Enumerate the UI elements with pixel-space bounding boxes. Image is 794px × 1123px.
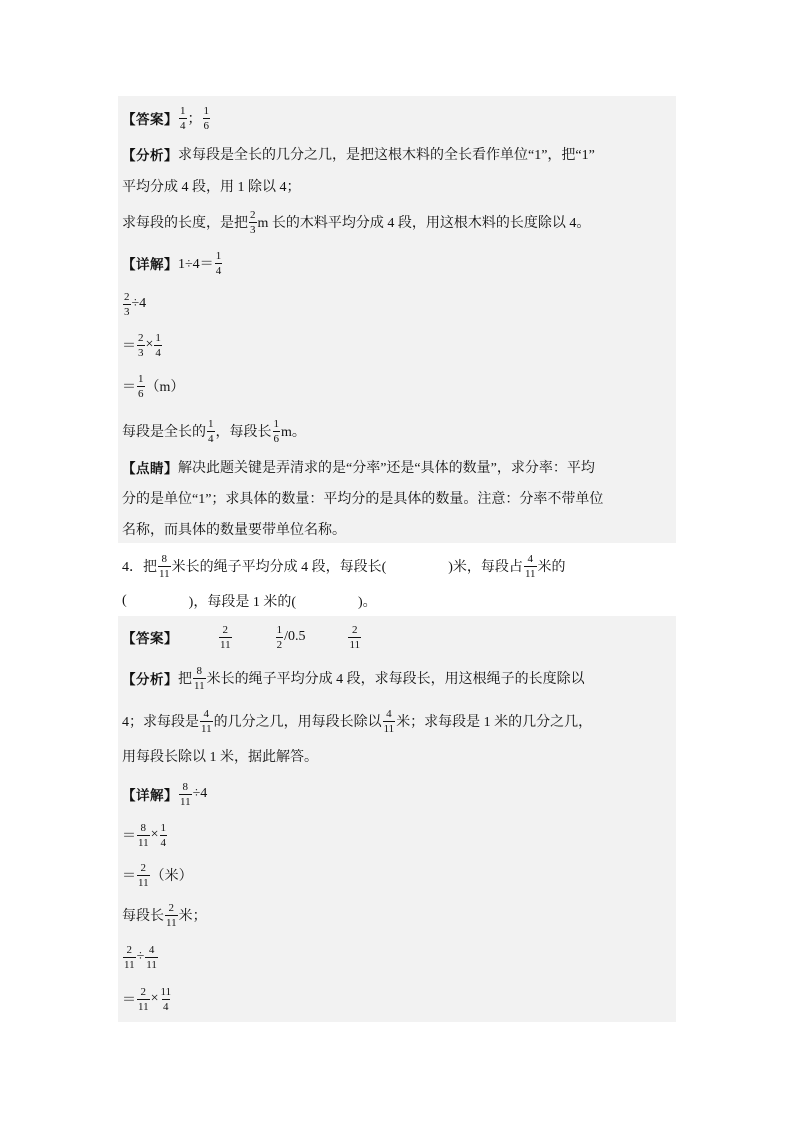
detail-line-1: 【详解】 1÷4＝ $\frac{1}{4}$ [122,249,222,277]
analysis-line-3: 求每段的长度，是把 $\frac{2}{3}$ m 长的木料平均分成 4 段，用这根木料的长度除以 4。 [122,208,591,236]
analysis-2-line-3: 用每段长除以 1 米，据此解答。 [122,750,318,765]
fraction: $\frac{2}{11}$ [138,985,149,1013]
fraction: $\frac{4}{11}$ [383,707,395,735]
detail-line-2: $\frac{2}{3}$ ÷4 [124,290,147,318]
fraction: $\frac{1}{4}$ [160,821,166,849]
fraction: $\frac{1}{4}$ [180,104,186,132]
fraction: $\frac{4}{11}$ [146,943,157,971]
analysis-2-line-2: 4；求每段是 $\frac{4}{11}$ 的几分之几，用每段长除以 $\frac{4}{11}$ 米；求每段是 1 米的几分之几， [122,707,593,735]
answer-line: 【答案】 $\frac{1}{4}$ ； $\frac{1}{6}$ [122,104,209,132]
analysis-2-line-1: 【分析】 把 $\frac{8}{11}$ 米长的绳子平均分成 4 段，求每段长，用这根绳子的长度除以 [122,664,585,692]
point-line-3: 名称，而具体的数量要带单位名称。 [122,523,346,538]
question-4-line-2: ( )，每段是 1 米的( )。 [122,593,377,610]
point-line-2: 分的是单位“1”；求具体的数量：平均分的是具体的数量。注意：分率不带单位 [122,492,604,507]
fraction: $\frac{2}{11}$ [138,861,149,889]
detail-tag: 【详解】 [122,788,178,804]
fraction: $\frac{2}{3}$ [138,331,144,359]
analysis-tag: 【分析】 [122,148,178,164]
analysis-line-2: 平均分成 4 段，用 1 除以 4； [122,180,301,195]
fraction: $\frac{4}{11}$ [524,552,536,580]
fraction: $\frac{1}{4}$ [208,417,214,445]
fraction: $\frac{11}{4}$ [160,985,172,1013]
fraction: $\frac{2}{11}$ [349,623,361,651]
fraction: $\frac{1}{6}$ [138,372,144,400]
fraction: $\frac{1}{2}$ [276,623,283,651]
detail-2-line-2: ＝ $\frac{8}{11}$ × $\frac{1}{4}$ [122,821,166,849]
fraction: $\frac{1}{6}$ [203,104,209,132]
fraction: $\frac{2}{11}$ [220,623,231,651]
fraction: $\frac{2}{3}$ [250,208,256,236]
detail-2-line-3: ＝ $\frac{2}{11}$ （米） [122,861,193,889]
fraction: $\frac{1}{6}$ [273,417,279,445]
point-line-1: 【点睛】 解决此题关键是弄清求的是“分率”还是“具体的数量”，求分率：平均 [0,452,794,482]
detail-tag: 【详解】 [122,257,178,273]
fraction: $\frac{2}{11}$ [166,901,177,929]
fraction: $\frac{8}{11}$ [159,552,170,580]
fraction: $\frac{2}{3}$ [124,290,130,318]
conclusion-line: 每段是全长的 $\frac{1}{4}$ ，每段长 $\frac{1}{6}$ m。 [122,417,306,445]
point-tag: 【点睛】 [122,461,178,477]
answer-line-2: 【答案】 $\frac{2}{11}$ $\frac{1}{2}$ /0.5 $\frac{2}{11}$ [122,623,361,651]
analysis-tag: 【分析】 [122,672,178,688]
question-4-line-1: 4．把 $\frac{8}{11}$ 米长的绳子平均分成 4 段，每段长( )米，每段占 $\frac{4}{11}$ 米的 [122,552,566,580]
fraction: $\frac{8}{11}$ [194,664,205,692]
fraction: $\frac{8}{11}$ [138,821,149,849]
fraction: $\frac{8}{11}$ [180,780,191,808]
fraction: $\frac{1}{4}$ [155,331,161,359]
detail-2-line-4: 每段长 $\frac{2}{11}$ 米； [122,901,207,929]
fraction: $\frac{2}{11}$ [124,943,135,971]
detail-line-3: ＝ $\frac{2}{3}$ × $\frac{1}{4}$ [122,331,161,359]
detail-2-line-6: ＝ $\frac{2}{11}$ × $\frac{11}{4}$ [122,985,172,1013]
fraction: $\frac{4}{11}$ [201,707,212,735]
analysis-line-1: 【分析】 求每段是全长的几分之几，是把这根木料的全长看作单位“1”，把“1” [0,139,794,169]
answer-tag: 【答案】 [122,112,178,128]
answer-tag: 【答案】 [122,631,178,647]
detail-line-4: ＝ $\frac{1}{6}$ （m） [122,372,185,400]
detail-2-line-1: 【详解】 $\frac{8}{11}$ ÷4 [122,780,208,808]
fraction: $\frac{1}{4}$ [215,249,222,277]
detail-2-line-5: $\frac{2}{11}$ ÷ $\frac{4}{11}$ [124,943,157,971]
